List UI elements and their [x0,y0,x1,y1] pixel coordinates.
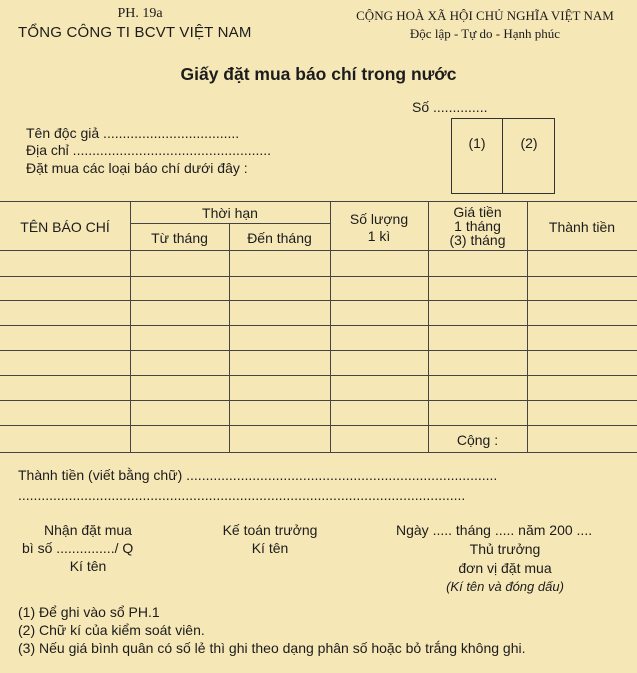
column-header-period: Thời hạn [202,205,258,221]
table-row-line [0,350,637,351]
sign-and-stamp-note: (Kí tên và đóng dấu) [446,579,564,594]
column-header-quantity-line2: 1 kì [367,228,391,244]
chief-accountant-label: Kế toán trưởng [222,522,318,538]
table-row-line [0,325,637,326]
column-header-price-line3: (3) tháng [449,232,506,248]
date-field: Ngày ..... tháng ..... năm 200 .... [396,522,593,538]
table-row-line [0,425,637,426]
amount-in-words-field: Thành tiền (viết bằng chữ) ................................................................................ [18,467,498,483]
column-header-quantity-line1: Số lượng [349,211,409,227]
reader-name-field: Tên độc giả ................................... [26,125,240,141]
address-field: Địa chỉ ................................................... [26,142,272,158]
column-header-price-line2: 1 tháng [454,218,501,234]
table-border-top [0,201,637,202]
form-title: Giấy đặt mua báo chí trong nước [180,64,457,84]
order-instruction: Đặt mua các loại báo chí dưới đây : [26,160,248,176]
table-row-line [0,375,637,376]
receiver-signature-label: Kí tên [69,558,107,574]
number-field: Số .............. [412,99,488,115]
stamp-box-1-label: (1) [468,135,486,151]
table-border-bottom [0,452,637,453]
national-motto: Độc lập - Tự do - Hạnh phúc [409,26,561,41]
stamp-box-2-label: (2) [520,135,538,151]
table-row-line [0,276,637,277]
republic-name: CỘNG HOÀ XÃ HỘI CHỦ NGHĨA VIỆT NAM [356,8,614,23]
period-subheader-line [130,223,330,224]
footnote-1: (1) Để ghi vào sổ PH.1 [18,604,160,620]
organization-name: TỔNG CÔNG TI BCVT VIỆT NAM [18,24,252,41]
column-header-total: Thành tiền [548,219,616,235]
footnote-3: (3) Nếu giá bình quân có số lẻ thì ghi theo dạng phân số hoặc bỏ trắng không ghi. [18,640,526,656]
envelope-number-field: bì số .............../ Q [22,540,134,556]
column-divider [527,201,528,452]
column-divider [229,223,230,452]
amount-in-words-continuation: ................................................................................................................... [18,487,466,503]
column-header-to-month: Đến tháng [247,230,312,246]
chief-accountant-signature-label: Kí tên [251,540,289,556]
stamp-box-divider [502,119,503,193]
footnote-2: (2) Chữ kí của kiểm soát viên. [18,622,205,638]
table-total-label: Cộng : [456,432,499,448]
form-code: PH. 19a [117,6,163,21]
stamp-boxes [451,118,555,194]
table-row-line [0,300,637,301]
table-row-line [0,400,637,401]
column-header-from-month: Từ tháng [151,230,208,246]
head-of-unit-label: Thủ trưởng [469,541,541,557]
column-header-price-line1: Giá tiền [453,204,502,220]
receiver-label: Nhận đặt mua [44,522,132,538]
table-header-bottom [0,250,637,251]
ordering-unit-label: đơn vị đặt mua [458,560,552,576]
column-header-name: TÊN BÁO CHÍ [20,219,110,235]
subscription-table [0,201,637,453]
